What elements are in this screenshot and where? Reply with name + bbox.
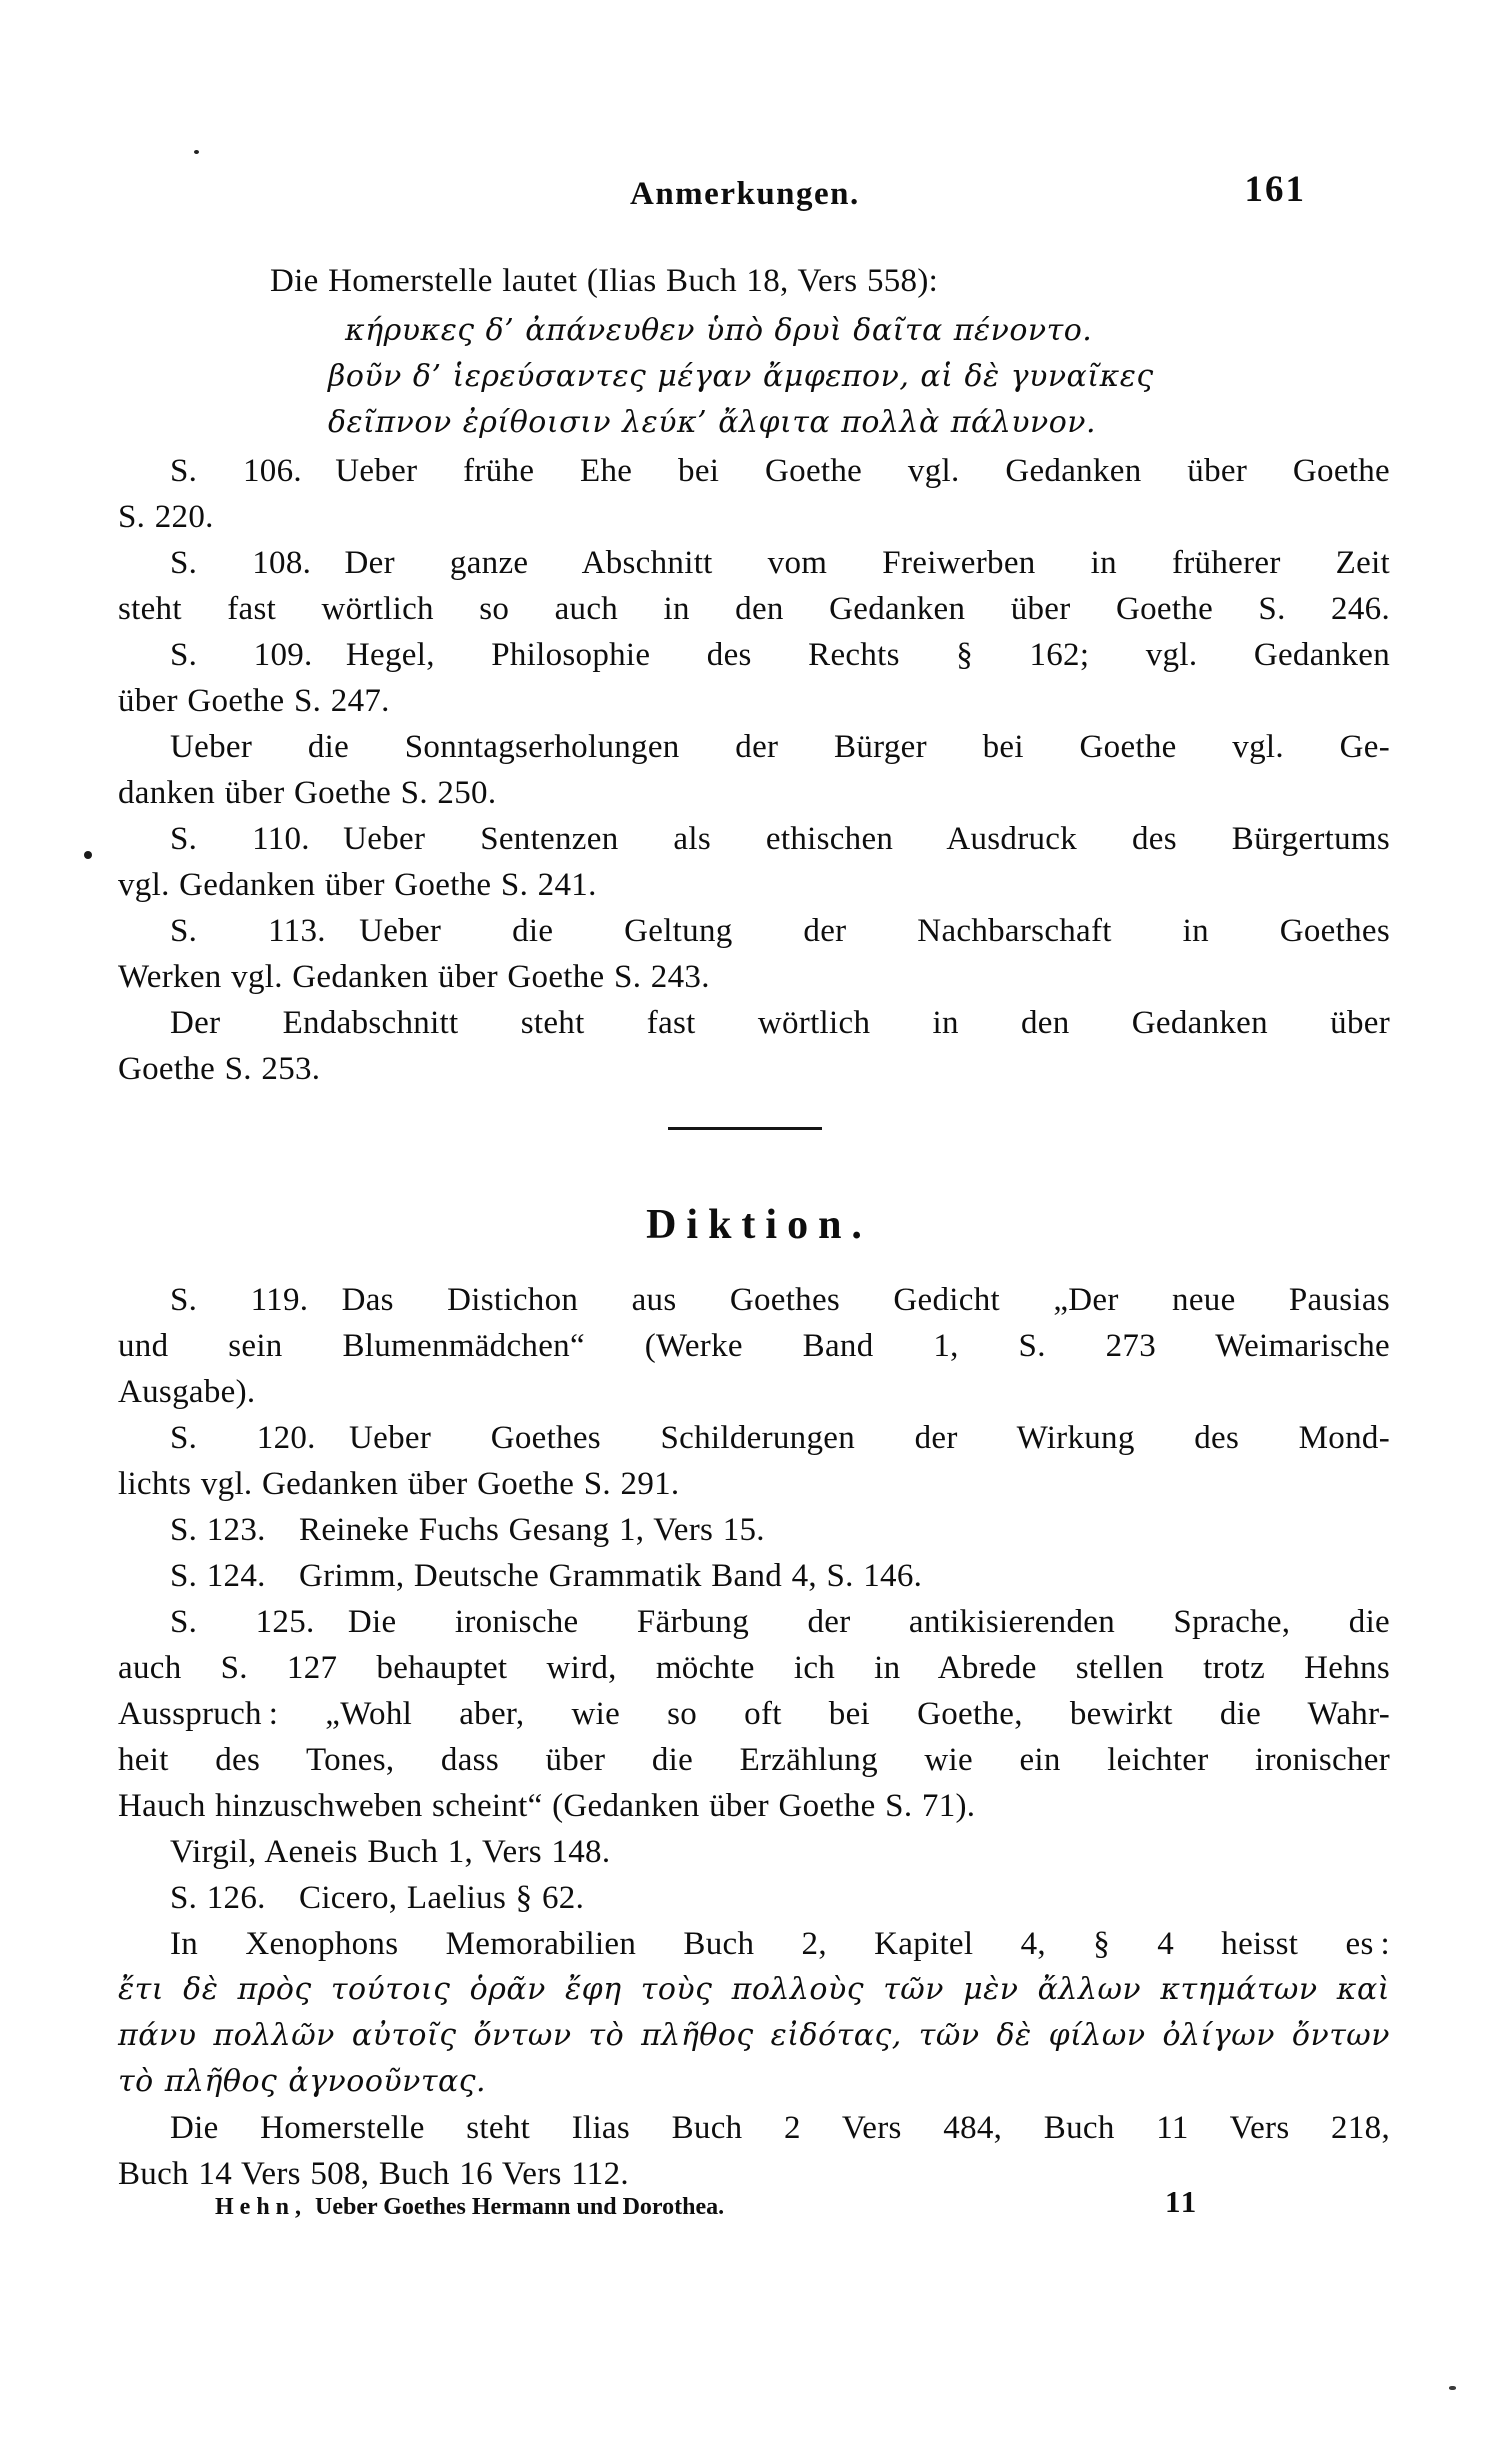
note-s126	[118, 1875, 1390, 1921]
note-s113	[118, 908, 1390, 1000]
greek-line: δεῖπνον ἐρίθοισιν λεύκ’ ἄλφιτα πολλὰ πάλυνον.	[328, 405, 1097, 440]
greek-line: ἔτι δὲ πρὸς τούτοις ὁρᾶν ἔφη τοὺς πολλοὺς τῶν μὲν ἄλλων κτημάτων καὶ	[118, 1972, 1390, 2007]
separator-rule	[668, 1127, 822, 1130]
note-s124	[118, 1553, 1390, 1599]
text-line: Ausspruch : „Wohl aber, wie so oft bei Goethe, bewirkt die Wahr-	[118, 1696, 1390, 1732]
note-homerstelle-ilias	[118, 2105, 1390, 2197]
text-line: Hauch hinzuschweben scheint“ (Gedanken über Goethe S. 71).	[118, 1788, 976, 1824]
text-line: heit des Tones, dass über die Erzählung wie ein leichter ironischer	[118, 1742, 1390, 1778]
text-line: S. 110. Ueber Sentenzen als ethischen Ausdruck des Bürgertums	[170, 821, 1390, 857]
text-line: und sein Blumenmädchen“ (Werke Band 1, S. 273 Weimarische	[118, 1328, 1390, 1364]
text-line: S. 126. Cicero, Laelius § 62.	[170, 1880, 585, 1916]
text-line: Ausgabe).	[118, 1374, 256, 1410]
intro-paragraph	[118, 258, 1390, 304]
footer-book-title: Ueber Goethes Hermann und Dorothea.	[315, 2194, 725, 2220]
text-line: S. 220.	[118, 499, 214, 535]
text-line: S. 113. Ueber die Geltung der Nachbarschaft in Goethes	[170, 913, 1390, 949]
greek-quote-xenophon	[118, 1967, 1390, 2105]
text-line: Der Endabschnitt steht fast wörtlich in den Gedanken über	[170, 1005, 1390, 1041]
text-line: vgl. Gedanken über Goethe S. 241.	[118, 867, 597, 903]
running-header	[118, 169, 1390, 220]
sheet-number: 11	[1165, 2184, 1199, 2219]
greek-line: πάνυ πολλῶν αὐτοῖς ὄντων τὸ πλῆθος εἰδότας, τῶν δὲ φίλων ὀλίγων ὄντων	[118, 2018, 1390, 2053]
text-line: Werken vgl. Gedanken über Goethe S. 243.	[118, 959, 710, 995]
text-line: Die Homerstelle steht Ilias Buch 2 Vers 484, Buch 11 Vers 218,	[170, 2110, 1390, 2146]
text-line: S. 125. Die ironische Färbung der antikisierenden Sprache, die	[170, 1604, 1390, 1640]
section-heading: Diktion.	[646, 1202, 872, 1248]
text-line: auch S. 127 behauptet wird, möchte ich in Abrede stellen trotz Hehns	[118, 1650, 1390, 1686]
scan-speck	[84, 851, 92, 859]
text-line: S. 120. Ueber Goethes Schilderungen der Wirkung des Mond-	[170, 1420, 1390, 1456]
text-line: danken über Goethe S. 250.	[118, 775, 497, 811]
text-line: S. 109. Hegel, Philosophie des Rechts § 162; vgl. Gedanken	[170, 637, 1390, 673]
text-line: S. 106. Ueber frühe Ehe bei Goethe vgl. Gedanken über Goethe	[170, 453, 1390, 489]
note-s108	[118, 540, 1390, 632]
note-s110	[118, 816, 1390, 908]
greek-line: βοῦν δ’ ἱερεύσαντες μέγαν ἄμφεπον, αἱ δὲ γυναῖκες	[328, 359, 1154, 394]
text-line: S. 119. Das Distichon aus Goethes Gedicht „Der neue Pausias	[170, 1282, 1390, 1318]
text-line: Buch 14 Vers 508, Buch 16 Vers 112.	[118, 2156, 629, 2192]
text-line: steht fast wörtlich so auch in den Gedanken über Goethe S. 246.	[118, 591, 1390, 627]
footer-signature	[215, 2192, 724, 2222]
footer-author: Hehn,	[215, 2194, 308, 2220]
scan-speck	[1449, 2386, 1456, 2390]
running-header-title: Anmerkungen.	[630, 176, 860, 212]
page-content	[118, 258, 1390, 2197]
note-xenophon	[118, 1921, 1390, 1967]
note-endabschnitt	[118, 1000, 1390, 1092]
text-line: über Goethe S. 247.	[118, 683, 390, 719]
note-sonntagserholungen	[118, 724, 1390, 816]
note-s125	[118, 1599, 1390, 1829]
greek-quote-iliad-18	[328, 308, 1390, 446]
page-number: 161	[1244, 169, 1306, 210]
text-line: S. 123. Reineke Fuchs Gesang 1, Vers 15.	[170, 1512, 765, 1548]
note-s109	[118, 632, 1390, 724]
text-line: S. 124. Grimm, Deutsche Grammatik Band 4, S. 146.	[170, 1558, 923, 1594]
footer-signature-line	[118, 2184, 1390, 2232]
text-line: S. 108. Der ganze Abschnitt vom Freiwerben in früherer Zeit	[170, 545, 1390, 581]
text-line: Ueber die Sonntagserholungen der Bürger bei Goethe vgl. Ge-	[170, 729, 1390, 765]
text-line: Virgil, Aeneis Buch 1, Vers 148.	[170, 1834, 611, 1870]
text-line: lichts vgl. Gedanken über Goethe S. 291.	[118, 1466, 680, 1502]
note-s123	[118, 1507, 1390, 1553]
note-s120	[118, 1415, 1390, 1507]
scan-speck	[194, 150, 199, 154]
note-s106	[118, 448, 1390, 540]
text-line: Die Homerstelle lautet (Ilias Buch 18, Vers 558):	[270, 263, 939, 299]
note-s119	[118, 1277, 1390, 1415]
text-line: In Xenophons Memorabilien Buch 2, Kapitel 4, § 4 heisst es :	[170, 1926, 1390, 1962]
note-virgil	[118, 1829, 1390, 1875]
text-line: Goethe S. 253.	[118, 1051, 321, 1087]
greek-line: κήρυκες δ’ ἀπάνευθεν ὑπὸ δρυὶ δαῖτα πένοντο.	[345, 313, 1093, 348]
greek-line: τὸ πλῆθος ἀγνοοῦντας.	[118, 2064, 487, 2099]
